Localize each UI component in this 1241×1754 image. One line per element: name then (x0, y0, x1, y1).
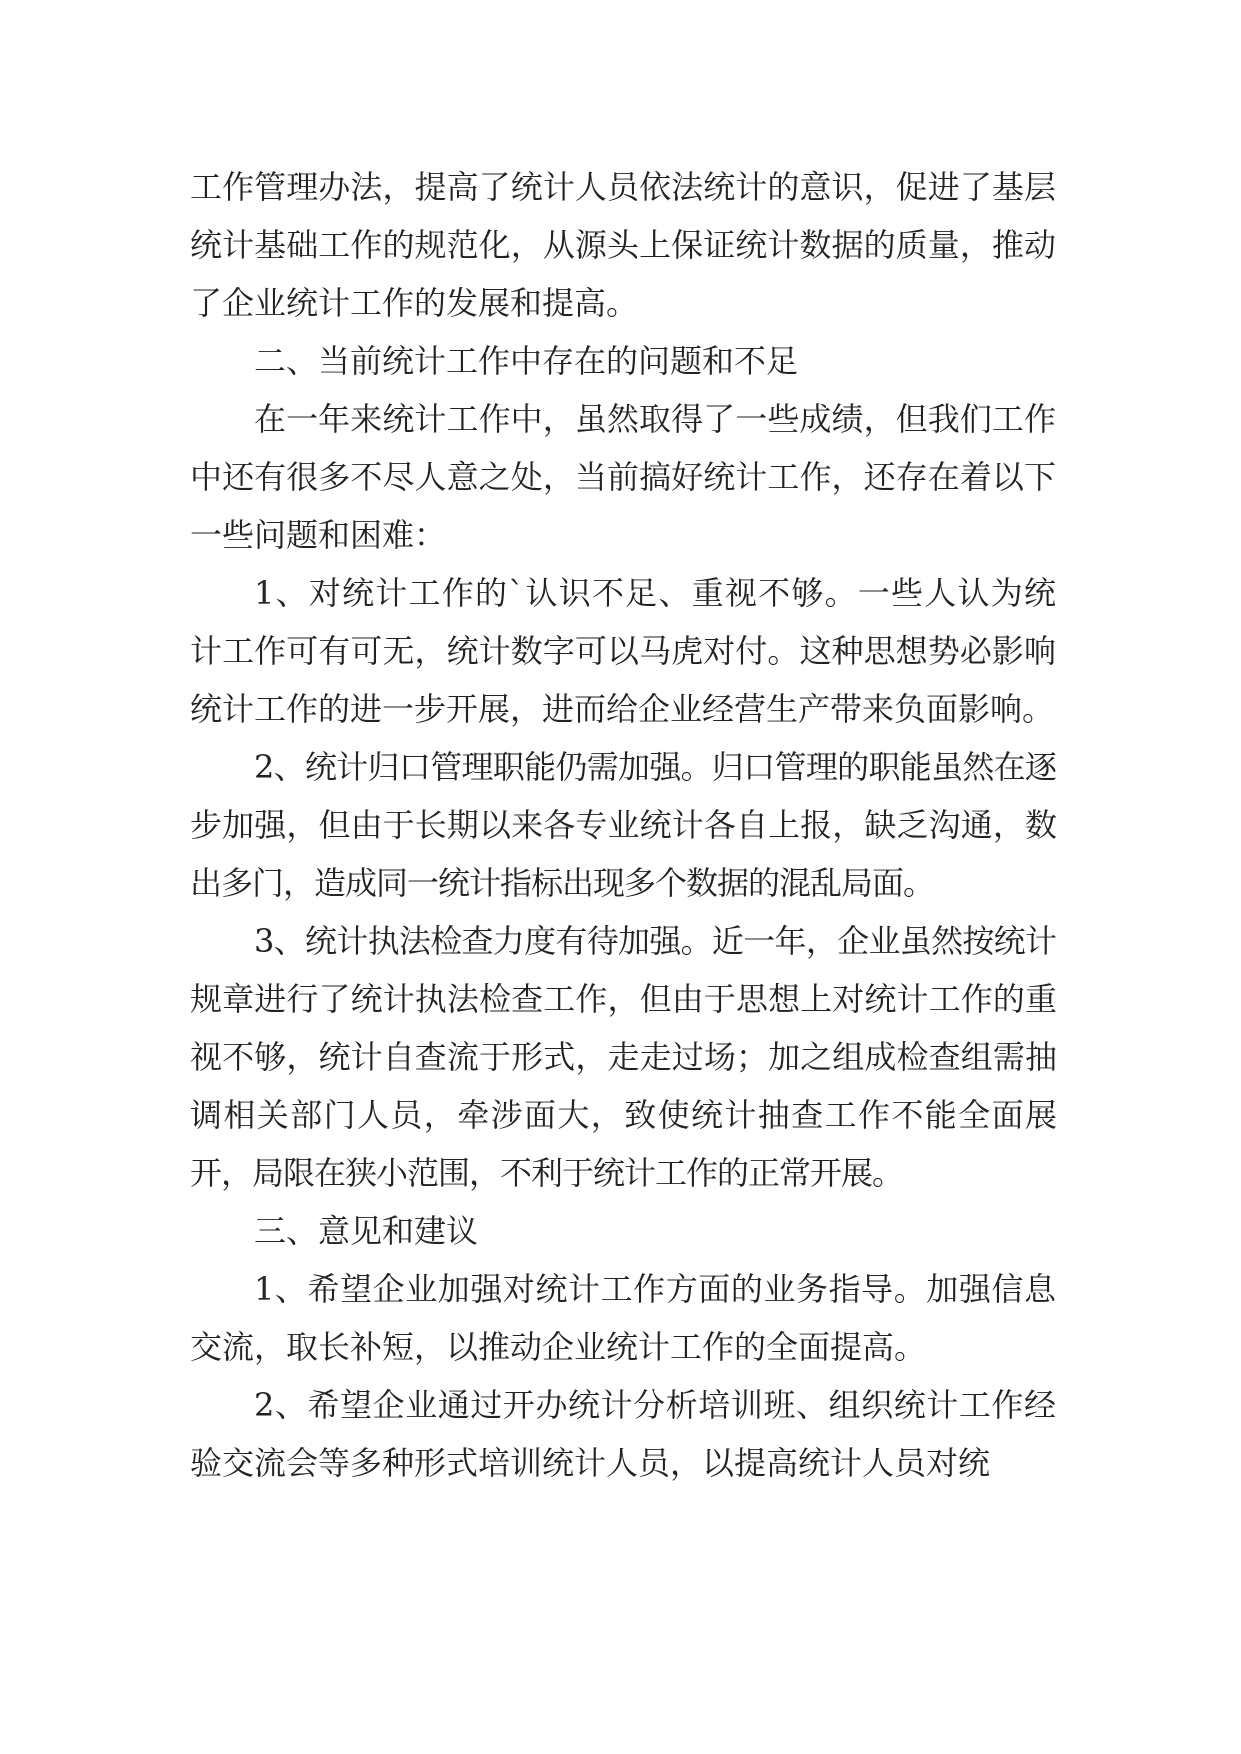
section-heading-problems: 二、当前统计工作中存在的问题和不足 (254, 342, 799, 380)
paragraph-problem-2: 2、统计归口管理职能仍需加强。归口管理的职能虽然在逐步加强，但由于长期以来各专业统计各自上报，缺乏沟通，数出多门，造成同一统计指标出现多个数据的混乱局面。 (190, 748, 1056, 902)
paragraph-problem-1: 1、对统计工作的`认识不足、重视不够。一些人认为统计工作可有可无，统计数字可以马虎对付。这种思想势必影响统计工作的进一步开展，进而给企业经营生产带来负面影响。 (190, 574, 1056, 728)
document-body (190, 158, 1056, 1492)
paragraph-problems-intro: 在一年来统计工作中，虽然取得了一些成绩，但我们工作中还有很多不尽人意之处，当前搞好统计工作，还存在着以下一些问题和困难： (190, 400, 1056, 554)
paragraph-suggestion-2: 2、希望企业通过开办统计分析培训班、组织统计工作经验交流会等多种形式培训统计人员，以提高统计人员对统 (190, 1386, 1056, 1482)
paragraph-suggestion-1: 1、希望企业加强对统计工作方面的业务指导。加强信息交流，取长补短，以推动企业统计工作的全面提高。 (190, 1270, 1056, 1366)
paragraph-continuation: 工作管理办法，提高了统计人员依法统计的意识，促进了基层统计基础工作的规范化，从源头上保证统计数据的质量，推动了企业统计工作的发展和提高。 (190, 168, 1056, 322)
section-heading-suggestions: 三、意见和建议 (254, 1212, 479, 1250)
paragraph-problem-3: 3、统计执法检查力度有待加强。近一年，企业虽然按统计规章进行了统计执法检查工作，但由于思想上对统计工作的重视不够，统计自查流于形式，走走过场；加之组成检查组需抽调相关部门人员，牵涉面大，致使统计抽查工作不能全面展开，局限在狭小范围，不利于统计工作的正常开展。 (190, 922, 1056, 1192)
